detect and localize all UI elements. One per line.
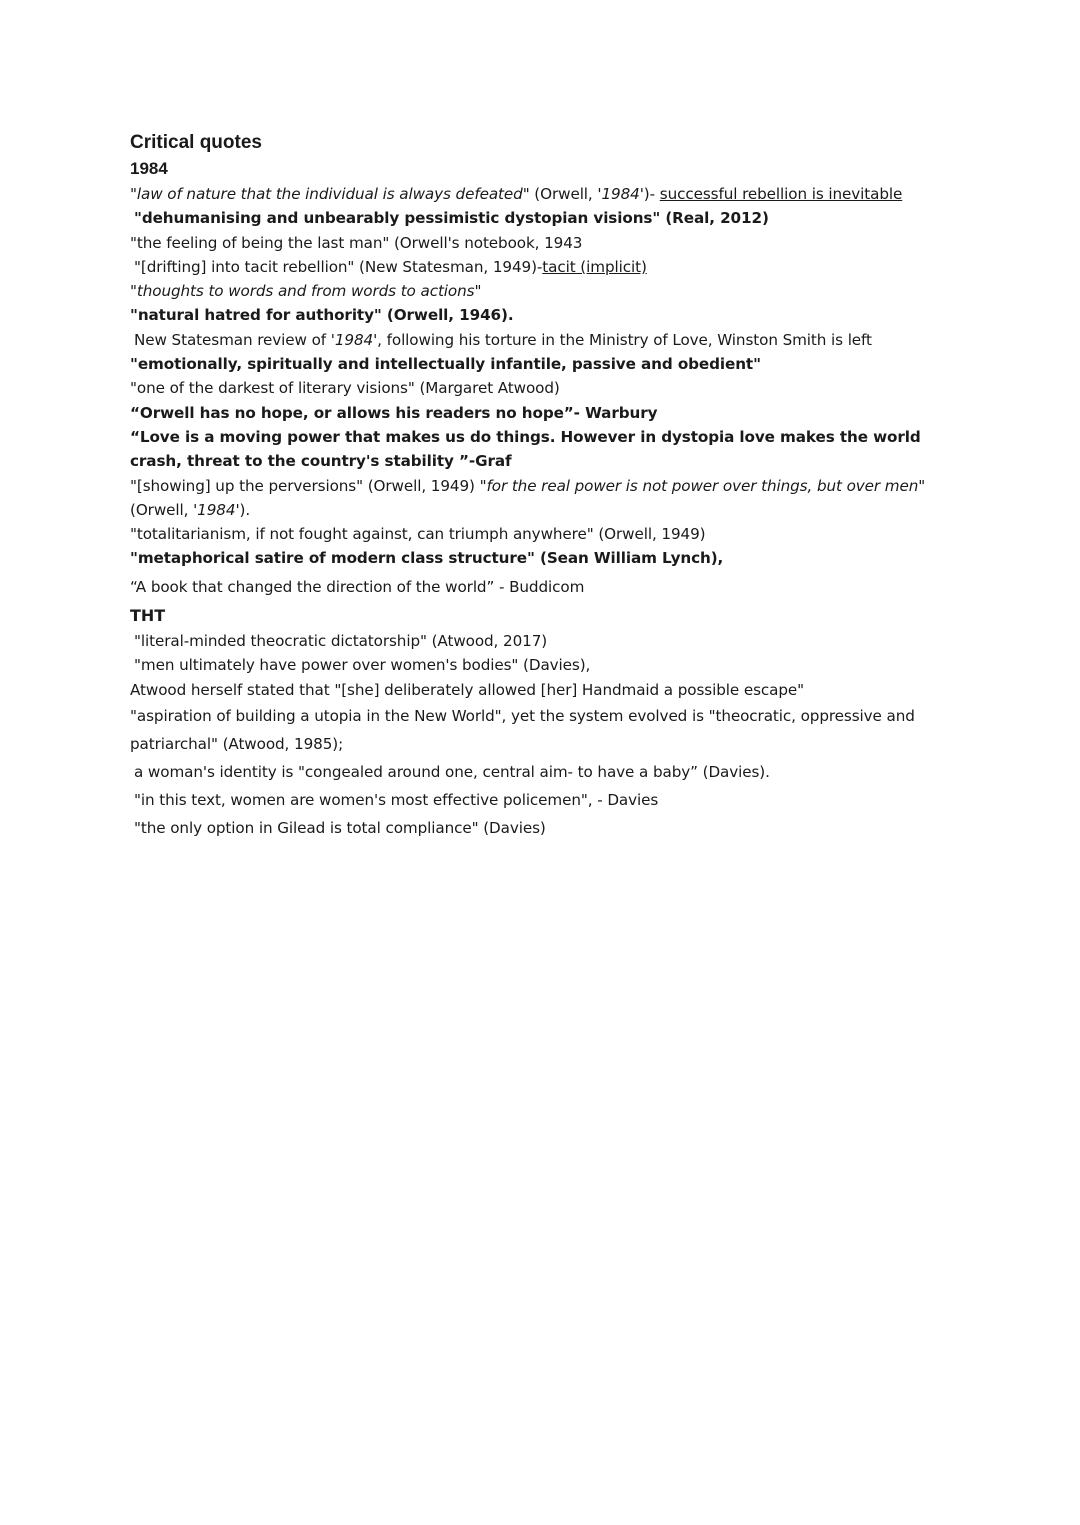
- quote-womans-identity: a woman's identity is "congealed around one, central aim- to have a baby” (Davies).: [134, 762, 770, 781]
- quote-last-man: "the feeling of being the last man" (Orwell's notebook, 1943: [130, 233, 583, 252]
- quote-totalitarianism: "totalitarianism, if not fought against, can triumph anywhere" (Orwell, 1949): [130, 525, 706, 544]
- quote-darkest-visions: "one of the darkest of literary visions" (Margaret Atwood): [130, 379, 560, 398]
- quote-graf: “Love is a moving power that makes us do things. However in dystopia love makes the world crash, threat to the country's stability ”-Graf: [130, 427, 921, 471]
- quote-warbury: “Orwell has no hope, or allows his readers no hope”- Warbury: [130, 403, 658, 422]
- quote-possible-escape: Atwood herself stated that "[she] deliberately allowed [her] Handmaid a possible escape": [130, 680, 805, 699]
- quote-thoughts-to-words: "thoughts to words and from words to actions": [130, 282, 482, 301]
- note-tacit: tacit (implicit): [542, 257, 647, 276]
- quote-law-of-nature: "law of nature that the individual is always defeated" (Orwell, '1984')- successful rebellion is inevitable: [130, 185, 903, 203]
- quote-real-2012: "dehumanising and unbearably pessimistic dystopian visions" (Real, 2012): [134, 209, 769, 228]
- document-body: [130, 130, 960, 842]
- quote-theocratic-dictatorship: "literal-minded theocratic dictatorship" (Atwood, 2017): [134, 632, 548, 651]
- quote-natural-hatred: "natural hatred for authority" (Orwell, 1946).: [130, 306, 514, 325]
- page-title: Critical quotes: [130, 132, 262, 153]
- note-successful-rebellion: successful rebellion is inevitable: [659, 185, 903, 203]
- quote-buddicom: “A book that changed the direction of the world” - Buddicom: [130, 577, 585, 596]
- quote-womens-bodies: "men ultimately have power over women's bodies" (Davies),: [134, 656, 591, 675]
- quote-lynch: "metaphorical satire of modern class structure" (Sean William Lynch),: [130, 549, 724, 568]
- quote-tacit-rebellion: "[drifting] into tacit rebellion" (New Statesman, 1949)-tacit (implicit): [134, 257, 647, 276]
- quote-perversions: "[showing] up the perversions" (Orwell, 1949) "for the real power is not power over things, but over men" (Orwell, '1984').: [130, 476, 926, 519]
- quote-total-compliance: "the only option in Gilead is total compliance" (Davies): [134, 818, 546, 837]
- section-heading-1984: 1984: [130, 159, 168, 178]
- quote-utopia-new-world: "aspiration of building a utopia in the New World", yet the system evolved is "theocratic, oppressive and patriarchal" (Atwood, 1985);: [130, 706, 915, 753]
- section-heading-tht: THT: [130, 606, 166, 626]
- quote-policemen: "in this text, women are women's most effective policemen", - Davies: [134, 790, 659, 809]
- quote-infantile-passive: "emotionally, spiritually and intellectually infantile, passive and obedient": [130, 355, 761, 374]
- quote-new-statesman-review: New Statesman review of '1984', following his torture in the Ministry of Love, Winston Smith is left: [134, 330, 872, 349]
